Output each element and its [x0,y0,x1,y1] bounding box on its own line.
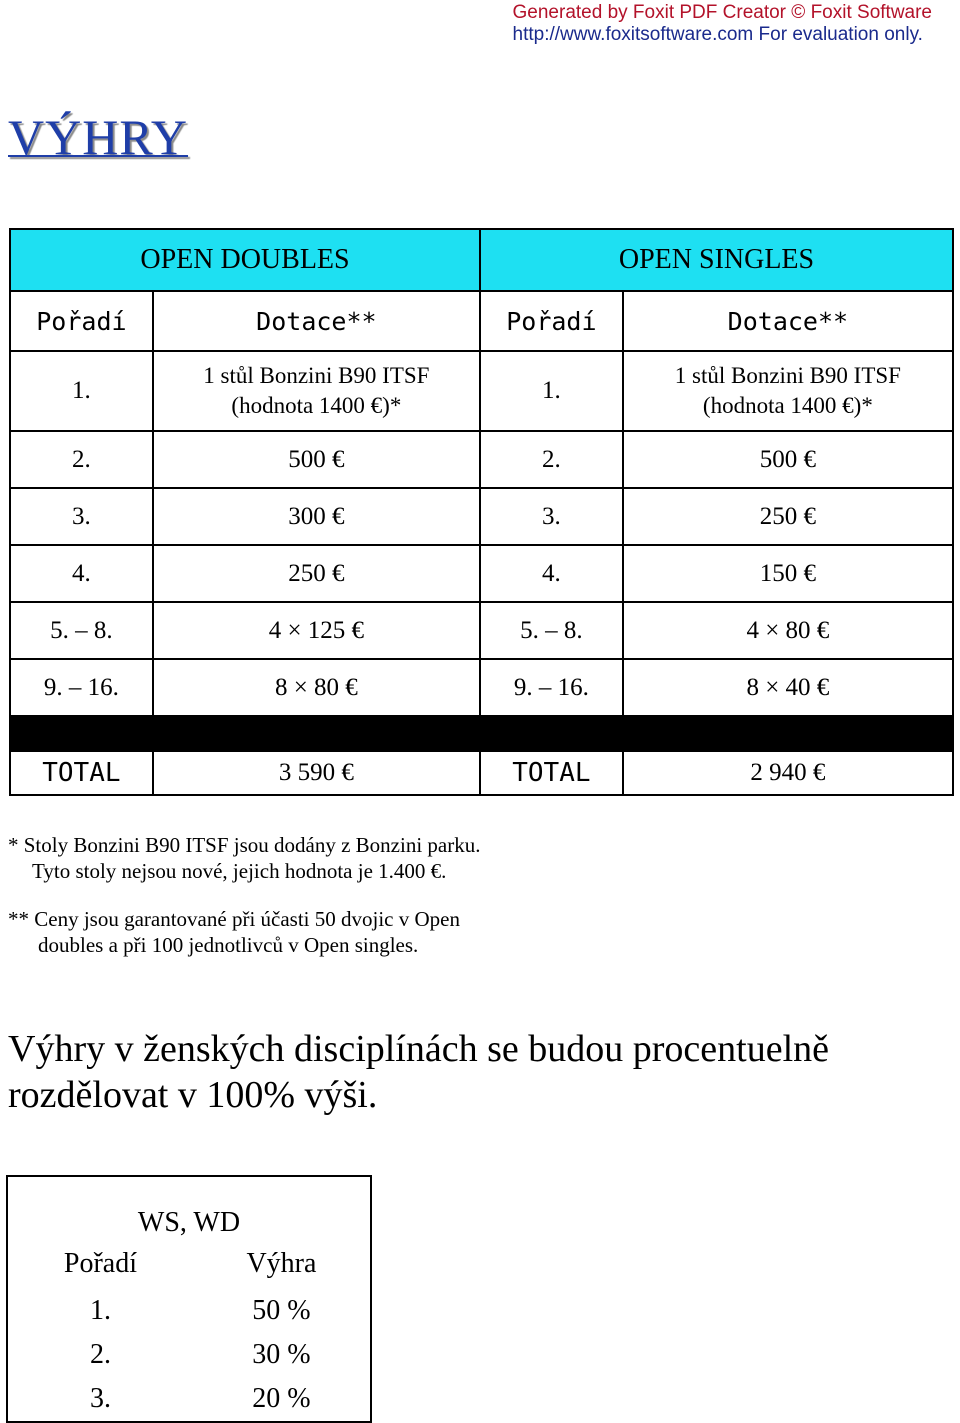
total-row [10,751,953,795]
doubles-rank-cell: 4. [10,545,153,602]
doubles-rank-column-header: Pořadí [10,291,153,351]
doubles-prize-cell: 250 € [153,545,480,602]
open-doubles-header: OPEN DOUBLES [10,229,480,291]
doubles-prize-line-1: 1 stůl Bonzini B90 ITSF [203,363,430,388]
footnote-2-line-1: ** Ceny jsou garantované při účasti 50 dvojic v Open [8,907,460,931]
doubles-prize-cell: 300 € [153,488,480,545]
women-table-header: WS, WD [137,1207,241,1238]
singles-prize-column-header: Dotace** [623,291,953,351]
singles-rank-cell: 2. [480,431,623,488]
page-title: VÝHRY [8,109,189,165]
singles-prize-line-1: 1 stůl Bonzini B90 ITSF [674,363,901,388]
singles-total-label: TOTAL [480,751,623,795]
table-row [10,351,953,431]
doubles-prize-column-header: Dotace** [153,291,480,351]
table-row [10,431,953,488]
doubles-prize-cell: 500 € [153,431,480,488]
open-singles-header: OPEN SINGLES [480,229,953,291]
table-row [10,545,953,602]
singles-prize-cell: 8 × 40 € [623,659,953,716]
table-row [10,659,953,716]
singles-rank-cell: 5. – 8. [480,602,623,659]
footnote-2-line-2: doubles a při 100 jednotlivců v Open singles. [38,933,419,957]
women-rank-cell: 2. [89,1339,111,1370]
women-rank-column-header: Pořadí [63,1248,137,1279]
table-row [10,488,953,545]
singles-prize-cell: 250 € [623,488,953,545]
doubles-rank-cell: 9. – 16. [10,659,153,716]
singles-rank-column-header: Pořadí [480,291,623,351]
doubles-prize-cell: 4 × 125 € [153,602,480,659]
doubles-rank-cell: 1. [10,351,153,431]
table-row [7,1377,371,1422]
black-separator-bar [10,716,953,751]
women-table-header-row [7,1176,371,1239]
doubles-prize-cell [153,351,480,431]
watermark-line-1: Generated by Foxit PDF Creator © Foxit Software [512,2,932,23]
women-prize-cell: 20 % [252,1383,311,1414]
women-prize-cell: 30 % [252,1339,311,1370]
footnote-1-line-1: * Stoly Bonzini B90 ITSF jsou dodány z Bonzini parku. [8,833,481,857]
singles-prize-cell [623,351,953,431]
doubles-total-label: TOTAL [10,751,153,795]
singles-prize-cell: 500 € [623,431,953,488]
doubles-prize-line-2: (hodnota 1400 €)* [231,393,402,418]
table-row [10,602,953,659]
watermark-line-2: http://www.foxitsoftware.com For evaluation only. [512,24,923,45]
singles-total-value: 2 940 € [623,751,953,795]
footnotes [8,832,481,958]
doubles-rank-cell: 3. [10,488,153,545]
evaluation-watermark [513,2,932,46]
women-prize-column-header: Výhra [246,1248,317,1279]
separator-row [10,716,953,751]
prize-table [9,228,954,796]
footnote-1-line-2: Tyto stoly nejsou nové, jejich hodnota je 1.400 €. [32,859,447,883]
women-rank-cell: 3. [89,1383,111,1414]
prize-table-header-row [10,229,953,291]
doubles-prize-cell: 8 × 80 € [153,659,480,716]
doubles-total-value: 3 590 € [153,751,480,795]
prize-table-column-header-row [10,291,953,351]
singles-rank-cell: 1. [480,351,623,431]
singles-prize-cell: 150 € [623,545,953,602]
women-prize-cell: 50 % [252,1295,311,1326]
women-prize-table [6,1175,372,1423]
women-disciplines-text: Výhry v ženských disciplínách se budou procentuelně rozdělovat v 100% výši. [8,1028,829,1116]
singles-rank-cell: 9. – 16. [480,659,623,716]
singles-rank-cell: 4. [480,545,623,602]
singles-rank-cell: 3. [480,488,623,545]
women-table-column-header-row [7,1239,371,1289]
singles-prize-line-2: (hodnota 1400 €)* [702,393,873,418]
doubles-rank-cell: 5. – 8. [10,602,153,659]
women-rank-cell: 1. [89,1295,111,1326]
table-row [7,1333,371,1377]
singles-prize-cell: 4 × 80 € [623,602,953,659]
doubles-rank-cell: 2. [10,431,153,488]
table-row [7,1289,371,1333]
